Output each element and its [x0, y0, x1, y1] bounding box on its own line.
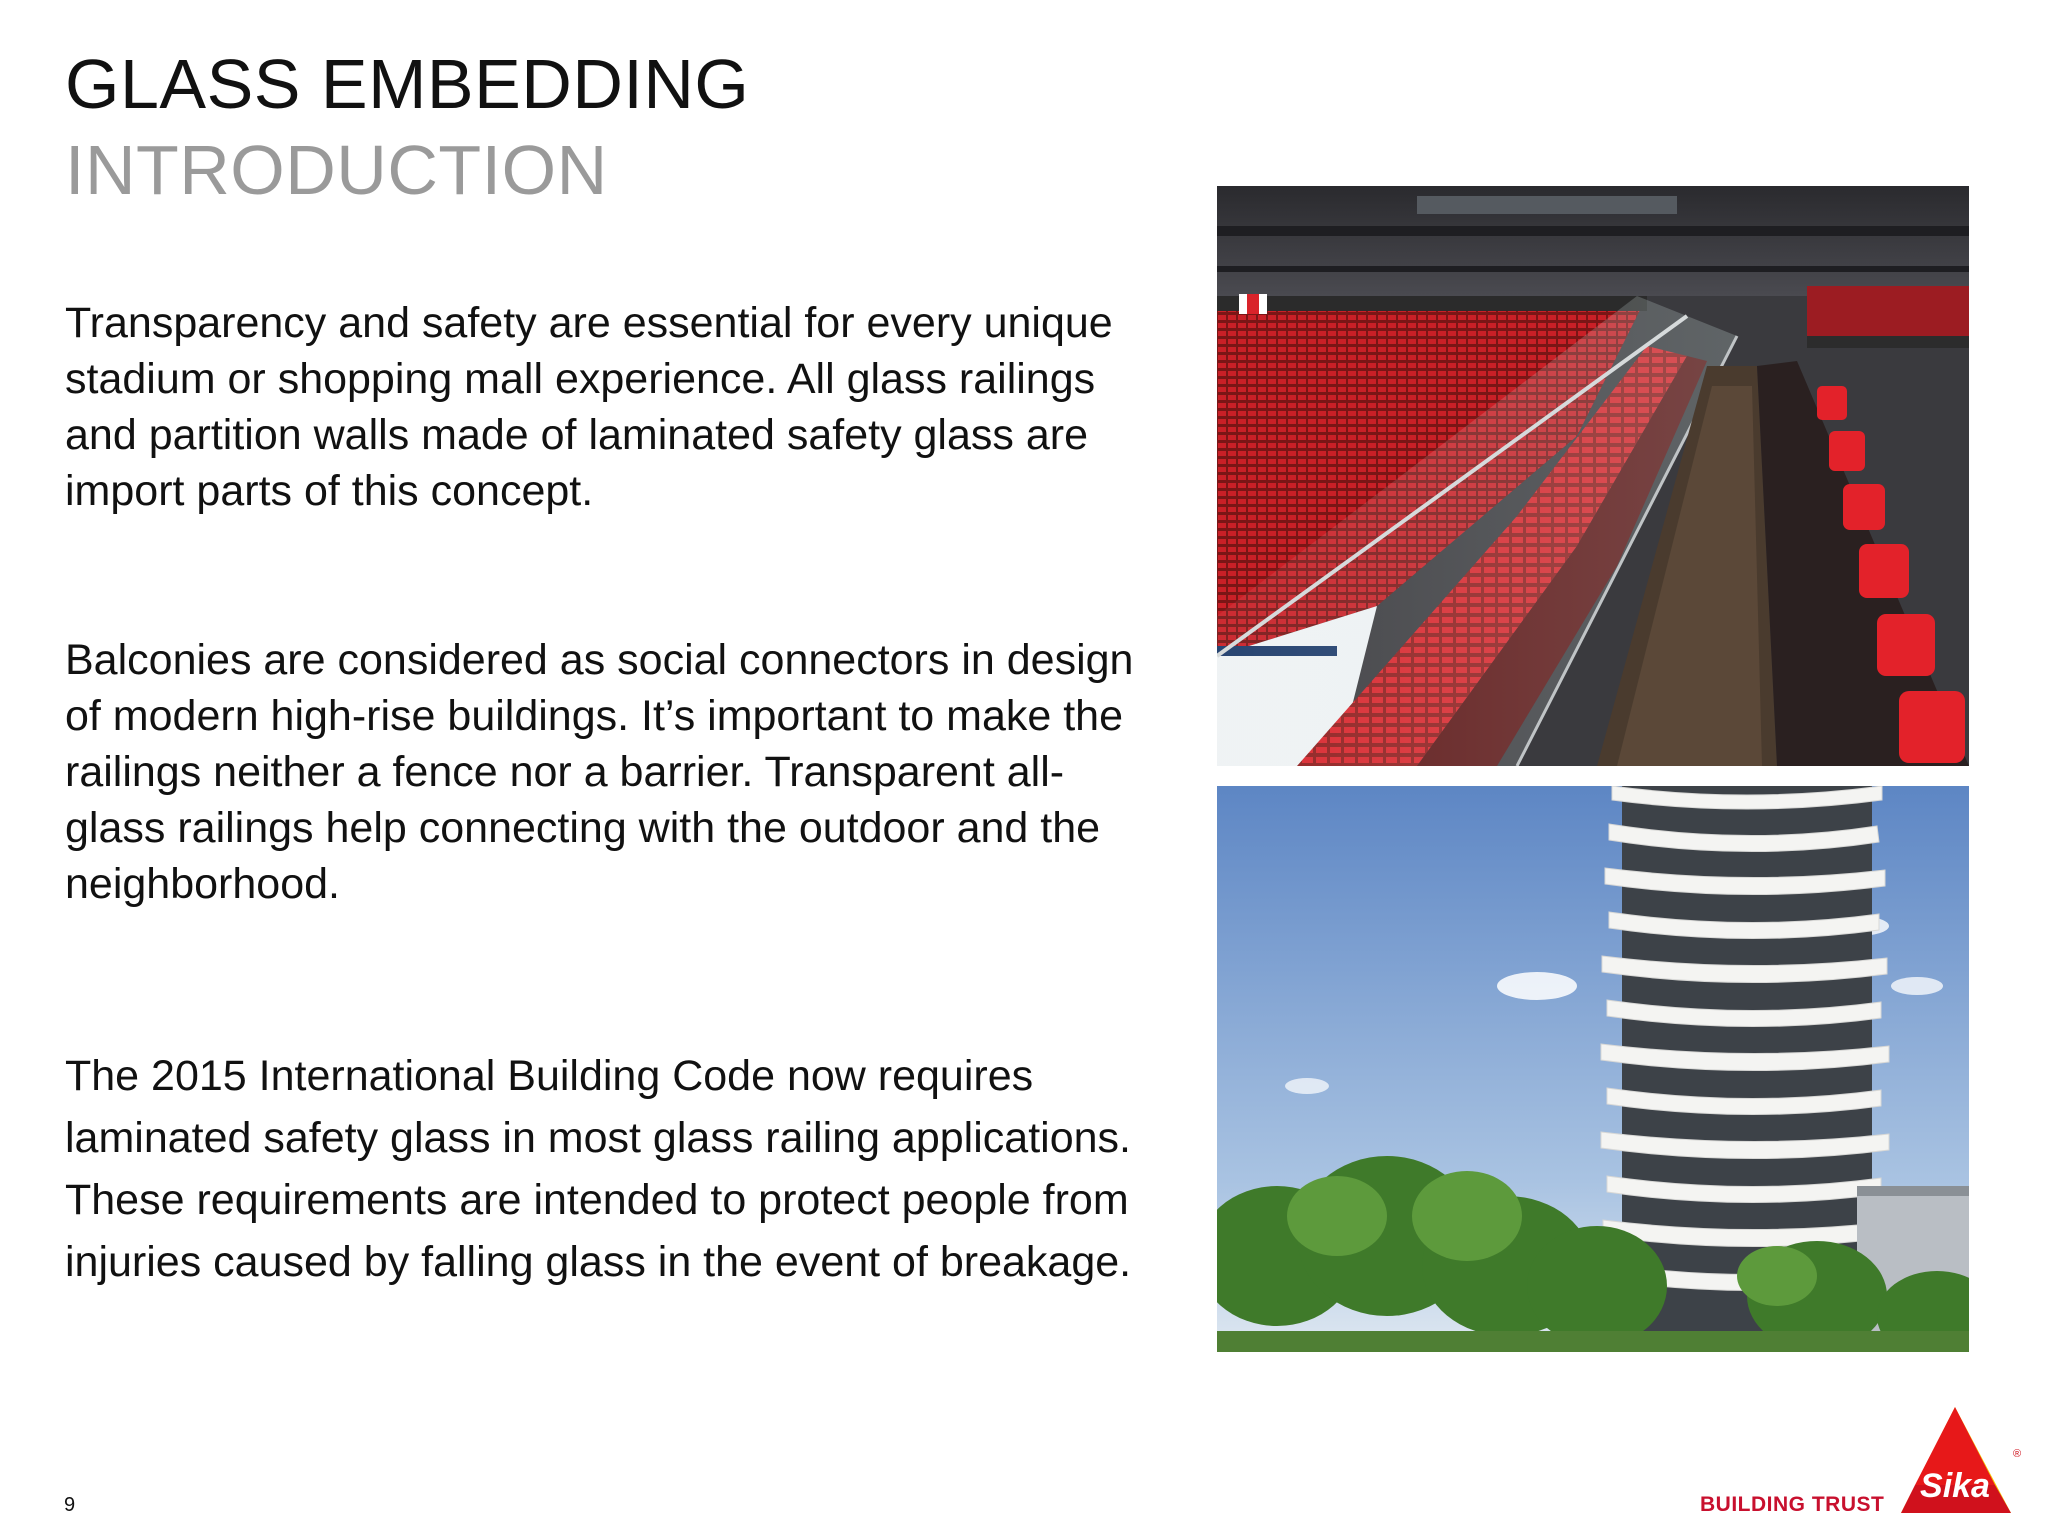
tower-photo-graphic [1217, 786, 1969, 1352]
paragraph-building-code: The 2015 International Building Code now requires laminated safety glass in most glass railing applications. These requirements are intended to protect people from injuries caused by falling glass in the event of breakage. [65, 1052, 1132, 1286]
paragraph-balconies: Balconies are considered as social connectors in design of modern high-rise buildings. It’s important to make the railings neither a fence nor a barrier. Transparent all-glass railings help connecting with the outdoor and the neighborhood. [65, 636, 1134, 908]
logo-wordmark: Sika [1920, 1467, 1990, 1505]
stadium-glass-railing-photo [1217, 186, 1969, 766]
page-number: 9 [64, 1494, 76, 1516]
slide-subtitle: INTRODUCTION [65, 131, 608, 209]
paragraph-transparency: Transparency and safety are essential for every unique stadium or shopping mall experience. All glass railings and partition walls made of laminated safety glass are import parts of this concept. [65, 299, 1113, 515]
slide-title: GLASS EMBEDDING [65, 45, 750, 123]
registered-mark: ® [2012, 1448, 2022, 1460]
stadium-photo-graphic [1217, 186, 1969, 766]
brand-tagline: BUILDING TRUST [1700, 1493, 1885, 1516]
sika-logo-icon [1895, 1405, 2025, 1517]
high-rise-balconies-photo [1217, 786, 1969, 1352]
